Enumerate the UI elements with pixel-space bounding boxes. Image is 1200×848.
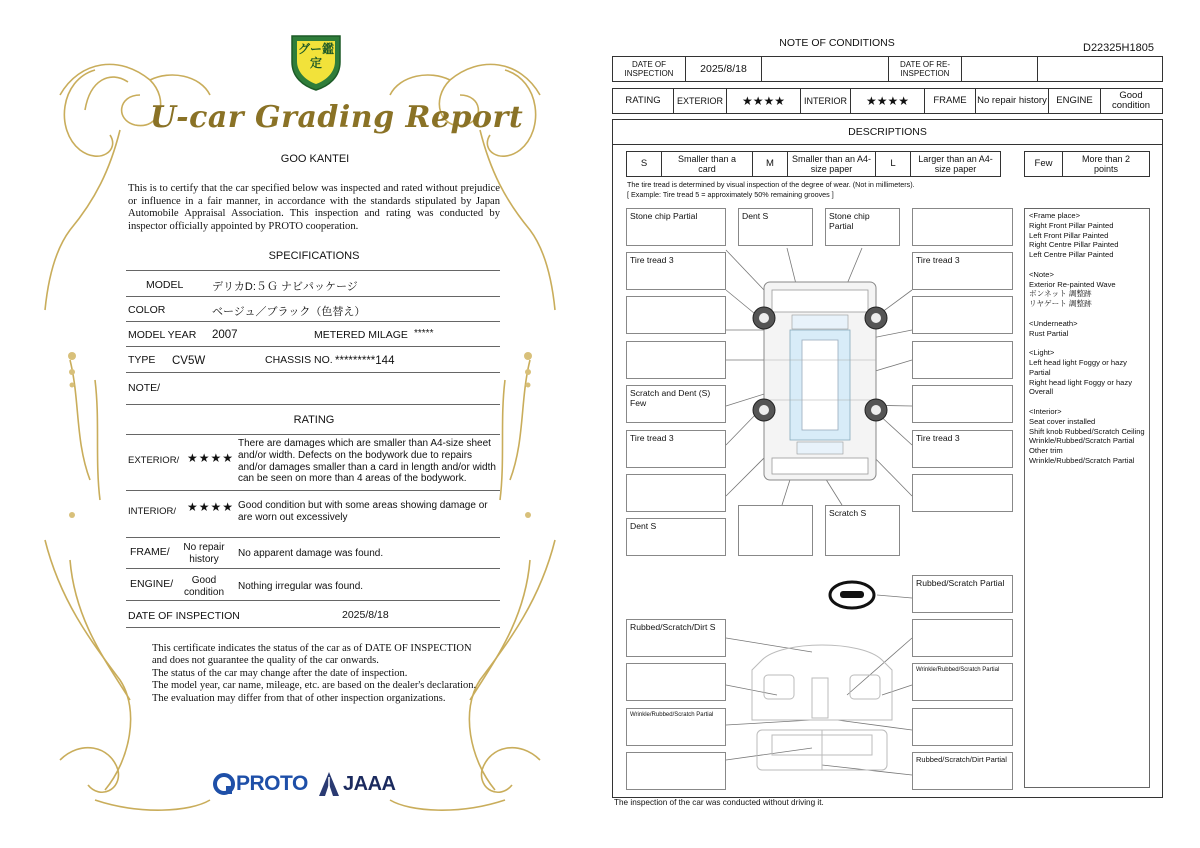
note-line: Exterior Re-painted Wave [1029,279,1116,289]
note-line: Shift knob Rubbed/Scratch Ceiling [1029,426,1145,436]
note-line: <Note> [1029,269,1054,279]
inspection-date-label: DATE OF INSPECTION [128,610,240,622]
interior-stars: ★★★★ [865,93,910,108]
damage-box: Tire tread 3 [912,252,1013,290]
tire-note-1: The tire tread is determined by visual inspection of the degree of wear. (Not in millimeters). [627,180,915,189]
certificate-closing [152,643,482,705]
note-label: NOTE/ [128,382,161,394]
reinspection-label: DATE OF RE-INSPECTION [899,60,951,78]
exterior-stars: ★★★★ [187,451,235,465]
model-year-value: 2007 [212,329,238,341]
engine-label: ENGINE [1056,94,1093,106]
descriptions-title: DESCRIPTIONS [848,125,927,138]
interior-stars: ★★★★ [187,500,235,514]
closing-line: The model year, car name, mileage, etc. are based on the dealer's declaration. [152,680,477,692]
type-value: CV5W [172,355,206,367]
damage-box: Tire tread 3 [626,430,726,468]
interior-description: Good condition but with some areas showing damage or are worn out excessively [238,500,488,523]
damage-box [912,208,1013,246]
damage-box: Stone chip Partial [825,208,900,246]
note-line: Left head light Foggy or hazy Partial [1029,357,1127,377]
divider [126,627,500,628]
exterior-description: There are damages which are smaller than A4-size sheet and/or width. Defects on the bodywork due to repairs and/or damages smaller than a card in length and/or width can be seen on more than 4 areas of the bodywork. [238,438,496,485]
note-line: Seat cover installed [1029,416,1096,426]
damage-box: Stone chip Partial [626,208,726,246]
engine-value: Good condition [183,575,225,598]
exterior-label: EXTERIOR [676,95,723,106]
frame-value: No repair history [977,94,1047,106]
closing-line: The evaluation may differ from that of other inspection organizations. [152,692,446,704]
damage-box [626,341,726,379]
sheet-title: NOTE OF CONDITIONS [779,37,895,49]
damage-box [912,474,1013,512]
note-line: リヤゲート 調整跡 [1029,299,1092,309]
divider [126,404,500,405]
note-line: Wrinkle/Rubbed/Scratch Partial [1029,436,1135,446]
engine-description: Nothing irregular was found. [238,581,364,592]
inspection-date-value: 2025/8/18 [342,609,389,621]
legend-s-desc: Smaller than a card [677,153,737,174]
legend-few: Few [1034,157,1053,169]
color-label: COLOR [128,304,166,316]
note-line: <Frame place> [1029,211,1081,220]
frame-description: No apparent damage was found. [238,548,384,559]
damage-box: Dent S [626,518,726,556]
frame-value: No repair history [183,542,225,565]
date-of-inspection-value: 2025/8/18 [700,62,747,75]
type-label: TYPE [128,354,156,366]
exterior-label: EXTERIOR/ [128,455,180,466]
sheet-code: D22325H1805 [1083,42,1154,54]
damage-box [912,708,1013,746]
note-line: ボンネット 調整跡 [1029,289,1092,299]
jaaa-logo: JAAA [343,773,396,795]
damage-box: Rubbed/Scratch/Dirt S [626,619,726,657]
legend-m: M [766,157,774,169]
mileage-value: ***** [414,328,434,339]
divider [126,600,500,601]
certificate-subtitle: GOO KANTEI [280,153,350,165]
goo-kantei-badge [289,32,343,92]
mileage-label: METERED MILAGE [314,329,408,341]
frame-label: FRAME [933,94,967,106]
note-line: Right Front Pillar Painted [1029,220,1114,230]
date-of-inspection-label: DATE OF INSPECTION [624,60,674,78]
rating-title: RATING [293,414,335,426]
damage-box [912,296,1013,334]
engine-value: Good condition [1111,89,1151,111]
color-value: ベージュ／ブラック（色替え） [212,306,366,318]
certificate-title: U-car Grading Report [150,100,524,135]
legend-l-desc: Larger than an A4-size paper [918,153,993,174]
chassis-value: *********144 [335,355,395,367]
damage-box: Rubbed/Scratch Partial [912,575,1013,613]
rating-label: RATING [625,94,661,106]
model-year-label: MODEL YEAR [128,329,197,341]
damage-box: Scratch and Dent (S) Few [626,385,726,423]
damage-box [626,663,726,701]
note-line [1029,338,1145,348]
legend-l: L [890,157,896,169]
interior-label: INTERIOR [803,95,847,106]
legend-s: S [640,157,648,169]
divider [126,372,500,373]
badge-text: グー鑑定 [297,42,334,70]
note-line [1029,397,1145,407]
divider [126,296,500,297]
note-line: Other trim [1029,446,1063,456]
note-line: <Underneath> [1029,318,1078,328]
divider [126,321,500,322]
note-line [1029,309,1145,319]
damage-box [912,385,1013,423]
divider [613,144,1162,145]
damage-box: Rubbed/Scratch/Dirt Partial [912,752,1013,790]
sheet-footer: The inspection of the car was conducted without driving it. [614,798,824,807]
model-label: MODEL [146,279,184,291]
tire-note-2: [ Example: Tire tread 5 = approximately 50% remaining grooves ] [627,190,834,199]
note-line: Wrinkle/Rubbed/Scratch Partial [1029,455,1135,465]
car-interior-view [752,645,892,770]
proto-logo-icon [212,772,236,796]
divider [126,490,500,491]
damage-box [912,619,1013,657]
damage-box: Scratch S [825,505,900,556]
note-line: Left Centre Pillar Painted [1029,250,1114,260]
note-line: <Interior> [1029,406,1062,416]
note-line: Right head light Foggy or hazy Overall [1029,377,1132,397]
damage-box: Dent S [738,208,813,246]
notes-panel [1024,208,1150,788]
damage-box [738,505,813,556]
legend-m-desc: Smaller than an A4-size paper [791,153,872,174]
divider [126,568,500,569]
damage-box [626,296,726,334]
proto-logo: PROTO [236,772,308,795]
closing-line: This certificate indicates the status of the car as of DATE OF INSPECTION and does not guarantee the quality of the car onwards. [152,643,472,667]
certificate-intro: This is to certify that the car specified below was inspected and rated without prejudice or influence in a fair manner, in accordance with the standards stipulated by Japan Automobile Appraisal Association. This inspection and rating was conducted by inspector officially appointed by PROTO cooperation. [128,183,500,233]
frame-label: FRAME/ [130,546,170,558]
note-line [1029,260,1145,270]
divider [126,346,500,347]
divider [126,434,500,435]
car-top-view [753,282,887,480]
model-value: デリカD:５Ｇ ナビパッケージ [212,281,358,293]
chassis-label: CHASSIS NO. [265,354,333,366]
note-line: <Light> [1029,348,1055,358]
exterior-stars: ★★★★ [741,93,786,108]
note-line: Right Centre Pillar Painted [1029,240,1119,250]
divider [126,270,500,271]
note-line: Left Front Pillar Painted [1029,230,1109,240]
damage-box [626,752,726,790]
damage-box: Tire tread 3 [626,252,726,290]
damage-box: Wrinkle/Rubbed/Scratch Partial [626,708,726,746]
damage-box: Tire tread 3 [912,430,1013,468]
interior-label: INTERIOR/ [128,506,177,517]
closing-line: The status of the car may change after the date of inspection. [152,667,408,679]
specifications-title: SPECIFICATIONS [268,250,360,262]
legend-few-desc: More than 2 points [1081,153,1131,174]
damage-box [912,341,1013,379]
jaaa-logo-icon [318,771,340,797]
note-line: Rust Partial [1029,328,1069,338]
damage-box: Wrinkle/Rubbed/Scratch Partial [912,663,1013,701]
damage-box [626,474,726,512]
engine-label: ENGINE/ [130,578,174,590]
divider [126,537,500,538]
steering-wheel-icon [830,582,874,608]
